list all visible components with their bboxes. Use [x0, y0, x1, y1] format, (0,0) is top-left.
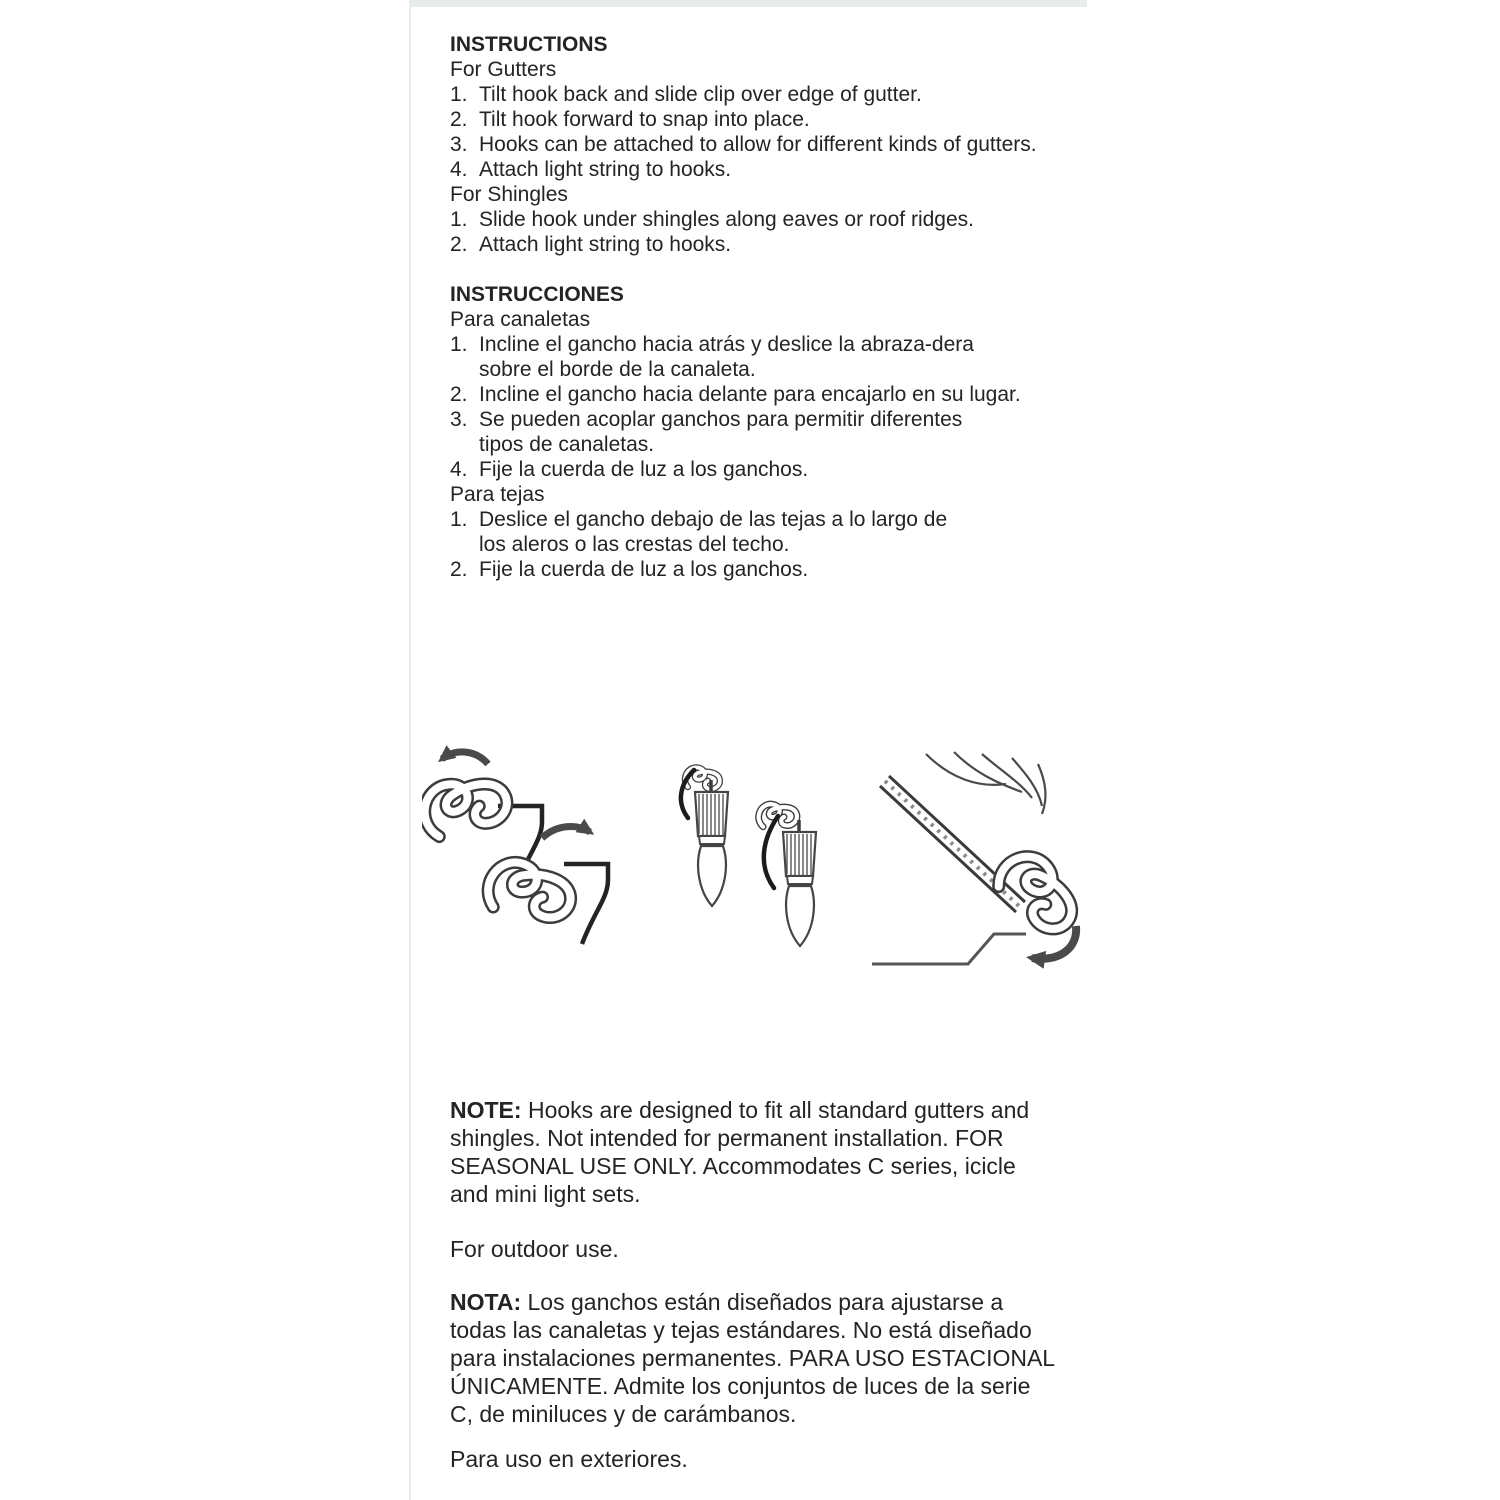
instruction-step — [450, 457, 1095, 482]
step-number: 2. — [450, 383, 468, 406]
hook-under-shingles-diagram-icon — [870, 750, 1105, 980]
instructions-spanish-section — [450, 282, 1095, 582]
step-number: 1. — [450, 333, 468, 356]
for-shingles-subheading: For Shingles — [450, 183, 568, 206]
step-number: 4. — [450, 158, 468, 181]
para-tejas-subheading: Para tejas — [450, 483, 545, 506]
note-line: and mini light sets. — [450, 1181, 641, 1207]
step-text: Attach light string to hooks. — [479, 233, 732, 256]
note-line: Los ganchos están diseñados para ajustarse a — [521, 1289, 1004, 1315]
note-label-en: NOTE: — [450, 1097, 522, 1123]
step-text: Fije la cuerda de luz a los ganchos. — [479, 458, 809, 481]
instruction-step — [450, 407, 1095, 457]
installation-diagrams-row — [422, 738, 1102, 993]
instructions-title-en: INSTRUCTIONS — [450, 33, 608, 56]
step-number: 1. — [450, 508, 468, 531]
instruction-step — [450, 507, 1095, 557]
note-line: Hooks are designed to fit all standard gutters and — [521, 1097, 1030, 1123]
step-text: Deslice el gancho debajo de las tejas a lo largo de los aleros o las crestas del techo. — [479, 508, 948, 556]
outdoor-use-english — [450, 1235, 1070, 1263]
step-text: Tilt hook forward to snap into place. — [479, 108, 810, 131]
step-text: Incline el gancho hacia delante para encajarlo en su lugar. — [479, 383, 1021, 406]
note-line: C, de miniluces y de carámbanos. — [450, 1401, 797, 1427]
step-text: Slide hook under shingles along eaves or roof ridges. — [479, 208, 974, 231]
for-gutters-subheading: For Gutters — [450, 58, 557, 81]
step-text: Hooks can be attached to allow for different kinds of gutters. — [479, 133, 1037, 156]
step-text: Incline el gancho hacia atrás y deslice la abraza-dera sobre el borde de la canaleta. — [479, 333, 974, 381]
note-label-es: NOTA: — [450, 1289, 522, 1315]
note-line: shingles. Not intended for permanent installation. FOR — [450, 1125, 1004, 1151]
step-number: 3. — [450, 408, 468, 431]
step-text: Attach light string to hooks. — [479, 158, 732, 181]
shingles-steps-list-en — [450, 207, 1095, 257]
step-text: Tilt hook back and slide clip over edge of gutter. — [479, 83, 922, 106]
instruction-step — [450, 232, 1095, 257]
step-number: 3. — [450, 133, 468, 156]
note-spanish — [450, 1288, 1070, 1428]
step-number: 4. — [450, 458, 468, 481]
canaletas-steps-list-es — [450, 332, 1095, 482]
instructions-title-es: INSTRUCCIONES — [450, 283, 624, 306]
note-line: ÚNICAMENTE. Admite los conjuntos de luces de la serie — [450, 1373, 1031, 1399]
step-text: Se pueden acoplar ganchos para permitir diferentes tipos de canaletas. — [479, 408, 963, 456]
outdoor-use-spanish — [450, 1445, 1070, 1473]
instruction-step — [450, 332, 1095, 382]
instruction-step — [450, 132, 1095, 157]
instruction-step — [450, 157, 1095, 182]
outdoor-use-text-es: Para uso en exteriores. — [450, 1446, 688, 1472]
step-number: 2. — [450, 233, 468, 256]
step-text: Fije la cuerda de luz a los ganchos. — [479, 558, 809, 581]
instruction-step — [450, 557, 1095, 582]
para-canaletas-subheading: Para canaletas — [450, 308, 591, 331]
tejas-steps-list-es — [450, 507, 1095, 582]
page-top-scan-band — [409, 0, 1087, 7]
step-number: 1. — [450, 83, 468, 106]
step-number: 1. — [450, 208, 468, 231]
gutters-steps-list-en — [450, 82, 1095, 182]
hook-tilt-on-gutter-diagram-icon — [422, 742, 650, 990]
instruction-step — [450, 382, 1095, 407]
step-number: 2. — [450, 108, 468, 131]
note-line: para instalaciones permanentes. PARA USO ESTACIONAL — [450, 1345, 1056, 1371]
instruction-step — [450, 107, 1095, 132]
page-left-edge-line — [409, 0, 411, 1500]
instruction-step — [450, 82, 1095, 107]
step-number: 2. — [450, 558, 468, 581]
instructions-english-section — [450, 32, 1095, 257]
note-line: todas las canaletas y tejas estándares. No está diseñado — [450, 1317, 1032, 1343]
instruction-step — [450, 207, 1095, 232]
note-english — [450, 1096, 1070, 1208]
outdoor-use-text-en: For outdoor use. — [450, 1236, 619, 1262]
note-line: SEASONAL USE ONLY. Accommodates C series, icicle — [450, 1153, 1016, 1179]
bulbs-hanging-from-hooks-diagram-icon — [670, 758, 870, 948]
